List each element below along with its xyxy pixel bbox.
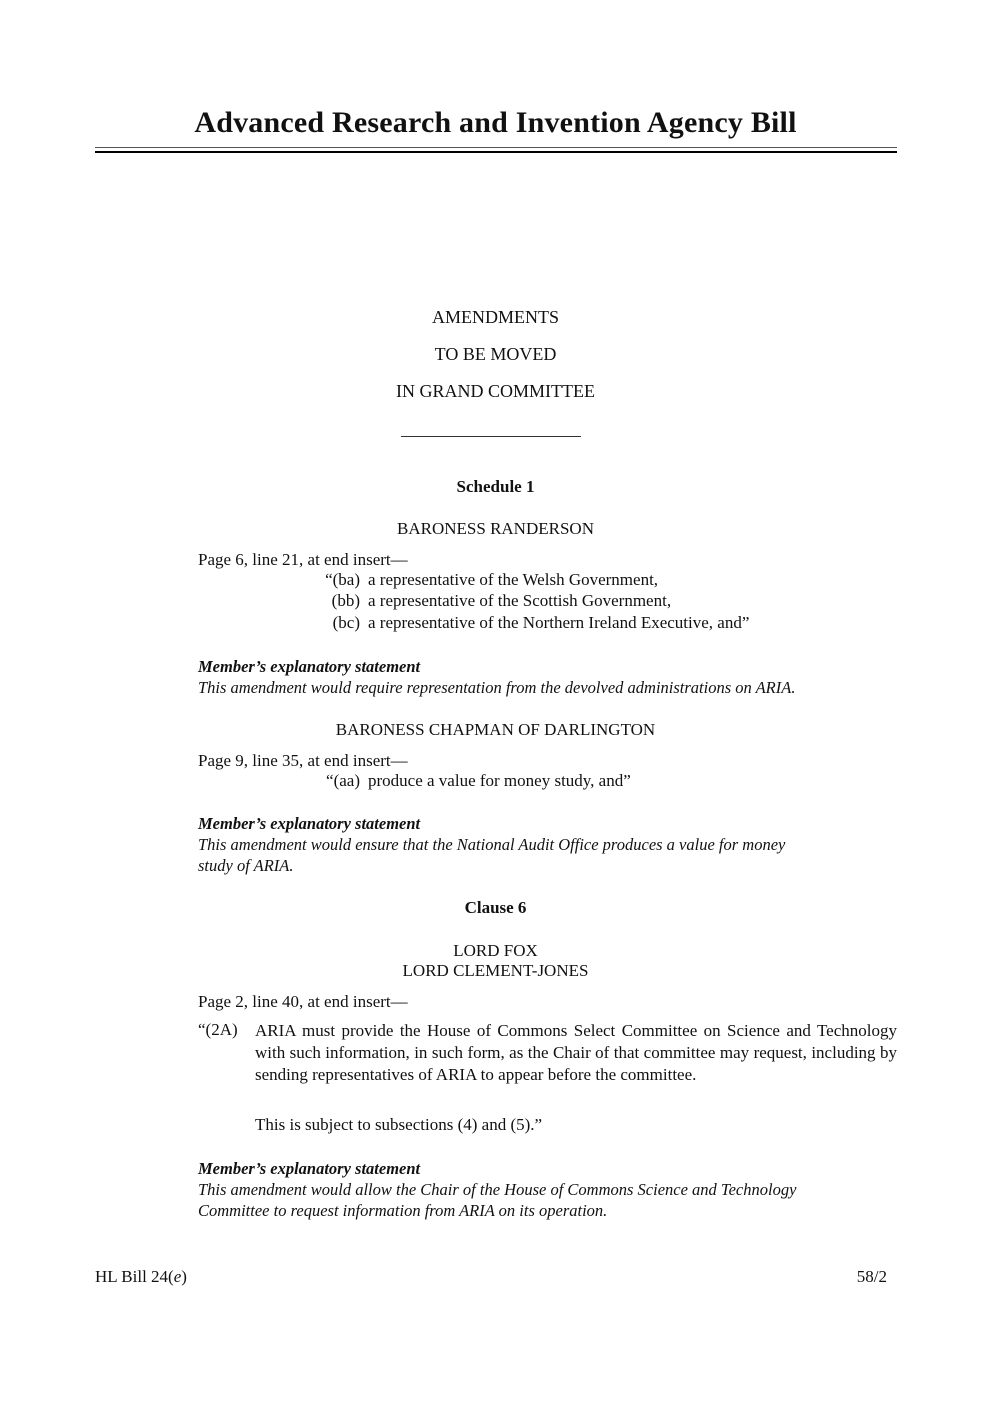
heading-divider (401, 436, 581, 437)
statement-heading: Member’s explanatory statement (198, 814, 421, 833)
item-label: “(ba) (325, 570, 360, 589)
statement-text-line-1: This amendment would ensure that the National Audit Office produces a value for money (198, 835, 786, 854)
heading-line-1: AMENDMENTS (431, 307, 559, 327)
amendment-location: Page 6, line 21, at end insert— (198, 550, 408, 569)
member-name-2: LORD CLEMENT-JONES (402, 961, 589, 980)
item-label: (bc) (332, 613, 360, 632)
item-text: a representative of the Scottish Government, (368, 591, 672, 610)
title-rule-thin (95, 147, 897, 148)
item-text: a representative of the Welsh Government, (368, 570, 659, 589)
section-heading-schedule-1: Schedule 1 (456, 477, 535, 496)
member-name: BARONESS CHAPMAN OF DARLINGTON (335, 720, 656, 739)
statement-text-line-2: study of ARIA. (198, 856, 294, 875)
statement-text: This amendment would require representation from the devolved administrations on ARIA. (198, 678, 796, 697)
bill-ref-italic: e (173, 1267, 182, 1286)
item-label: (bb) (331, 591, 360, 610)
section-heading-clause-6: Clause 6 (464, 898, 527, 917)
statement-heading: Member’s explanatory statement (198, 1159, 421, 1178)
subsection-text-2: This is subject to subsections (4) and (5).” (255, 1115, 543, 1134)
subsection-label: “(2A) (198, 1020, 238, 1039)
statement-text-line-1: This amendment would allow the Chair of the House of Commons Science and Technology (198, 1180, 797, 1199)
member-name: BARONESS RANDERSON (397, 519, 594, 538)
subsection-text: ARIA must provide the House of Commons Select Committee on Science and Technology with such information, in such form, as the Chair of that committee may request, including by sending representatives of ARIA to appear before the committee. (255, 1021, 897, 1084)
amendment-location: Page 9, line 35, at end insert— (198, 751, 408, 770)
member-name-1: LORD FOX (453, 941, 538, 960)
document-title: Advanced Research and Invention Agency Bill (194, 106, 797, 139)
bill-reference (95, 1266, 187, 1287)
page-reference: 58/2 (856, 1267, 887, 1286)
amendment-location: Page 2, line 40, at end insert— (198, 992, 408, 1011)
statement-heading: Member’s explanatory statement (198, 657, 421, 676)
statement-text-line-2: Committee to request information from ARIA on its operation. (198, 1201, 608, 1220)
title-rule-thick (95, 151, 897, 153)
heading-line-3: IN GRAND COMMITTEE (396, 381, 595, 401)
item-text: a representative of the Northern Ireland Executive, and” (368, 613, 750, 632)
item-label: “(aa) (326, 771, 360, 790)
bill-ref-prefix: HL Bill 24( (95, 1267, 174, 1286)
heading-line-2: TO BE MOVED (434, 344, 557, 364)
item-text: produce a value for money study, and” (368, 771, 631, 790)
bill-ref-suffix: ) (181, 1267, 187, 1286)
